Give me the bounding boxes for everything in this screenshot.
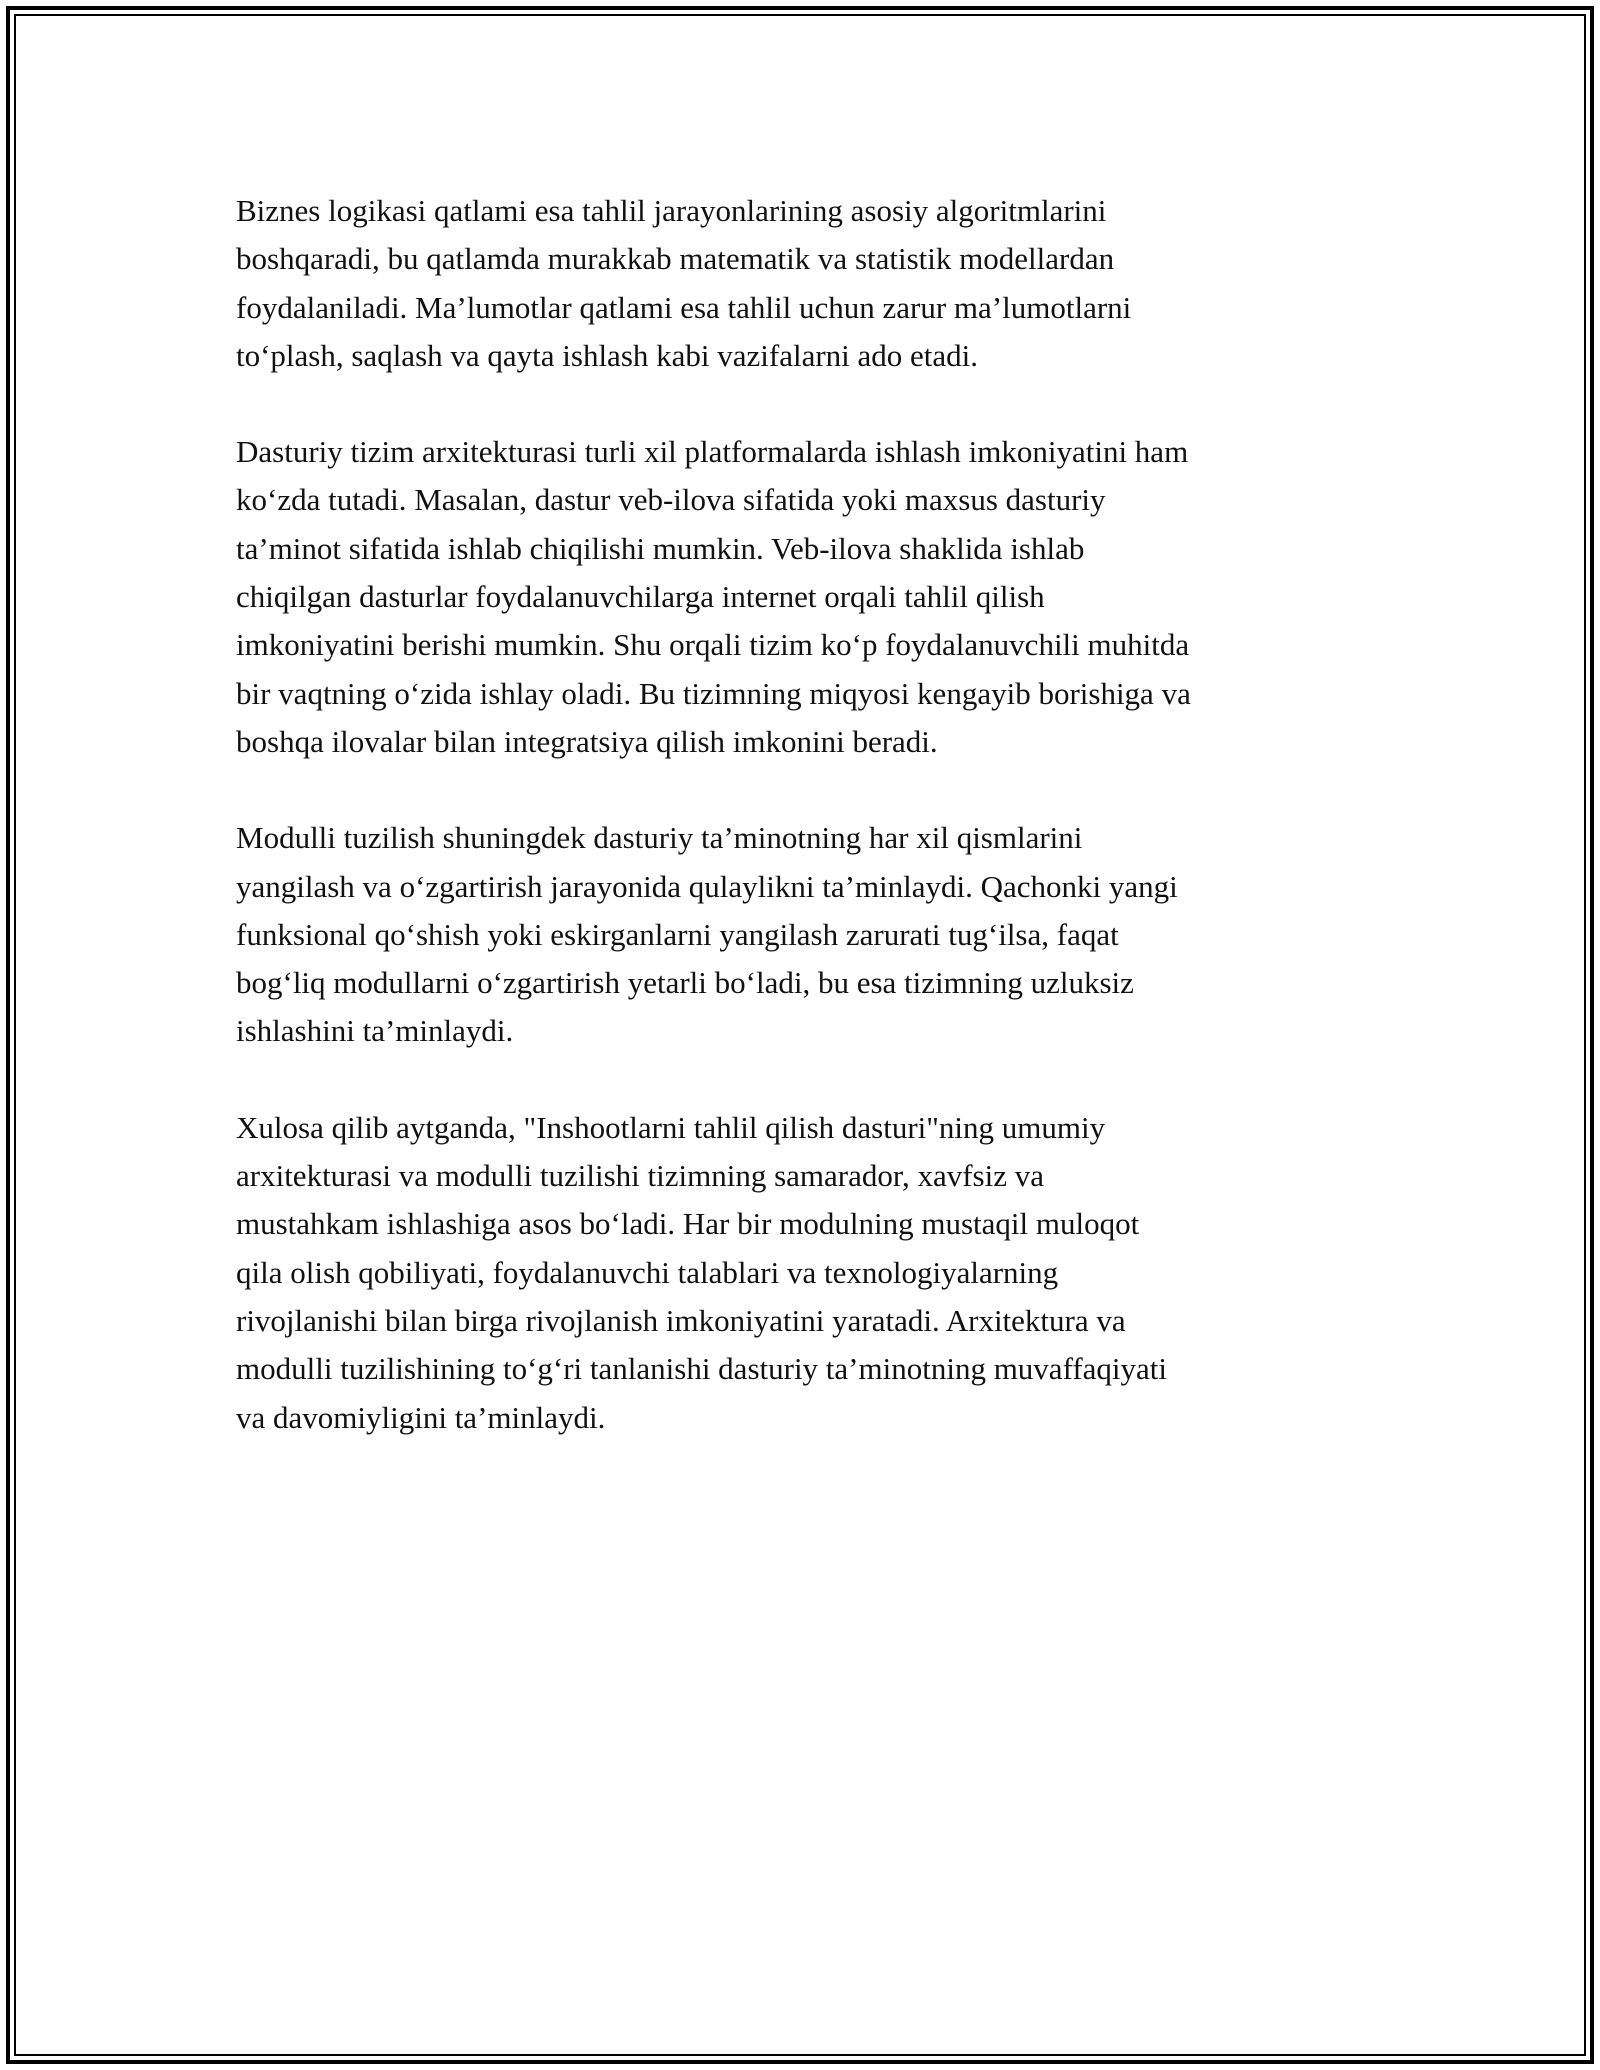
text-line: boshqa ilovalar bilan integratsiya qilish imkonini beradi. [236, 723, 938, 759]
text-line: qila olish qobiliyati, foydalanuvchi talablari va texnologiyalarning [236, 1254, 1059, 1290]
text-line: Biznes logikasi qatlami esa tahlil jarayonlarining asosiy algoritmlarini [236, 193, 1107, 228]
paragraph-3 [236, 814, 1366, 1055]
paragraph-4 [236, 1104, 1366, 1442]
text-line: ko‘zda tutadi. Masalan, dastur veb-ilova sifatida yoki maxsus dasturiy [236, 482, 1106, 518]
text-line: Dasturiy tizim arxitekturasi turli xil platformalarda ishlash imkoniyatini ham [236, 434, 1189, 470]
text-line: boshqaradi, bu qatlamda murakkab matematik va statistik modellardan [236, 241, 1115, 277]
text-line: rivojlanishi bilan birga rivojlanish imkoniyatini yaratadi. Arxitektura va [236, 1302, 1126, 1338]
text-line: va davomiyligini ta’minlaydi. [236, 1399, 606, 1435]
paragraph-1 [236, 187, 1366, 380]
text-line: modulli tuzilishining to‘g‘ri tanlanishi dasturiy ta’minotning muvaffaqiyati [236, 1351, 1168, 1387]
text-line: bog‘liq modullarni o‘zgartirish yetarli bo‘ladi, bu esa tizimning uzluksiz [236, 965, 1134, 1001]
text-line: ta’minot sifatida ishlab chiqilishi mumkin. Veb-ilova shaklida ishlab [236, 530, 1085, 566]
text-line: mustahkam ishlashiga asos bo‘ladi. Har bir modulning mustaqil muloqot [236, 1206, 1140, 1242]
text-line: foydalaniladi. Ma’lumotlar qatlami esa tahlil uchun zarur ma’lumotlarni [236, 289, 1132, 325]
text-line: chiqilgan dasturlar foydalanuvchilarga internet orqali tahlil qilish [236, 579, 1045, 615]
text-line: yangilash va o‘zgartirish jarayonida qulaylikni ta’minlaydi. Qachonki yangi [236, 868, 1178, 904]
paragraph-2 [236, 428, 1366, 766]
text-line: imkoniyatini berishi mumkin. Shu orqali tizim ko‘p foydalanuvchili muhitda [236, 627, 1190, 663]
text-line: to‘plash, saqlash va qayta ishlash kabi vazifalarni ado etadi. [236, 337, 979, 373]
document-body [236, 187, 1366, 1490]
text-line: bir vaqtning o‘zida ishlay oladi. Bu tizimning miqyosi kengayib borishiga va [236, 675, 1191, 711]
text-line: Xulosa qilib aytganda, "Inshootlarni tahlil qilish dasturi"ning umumiy [236, 1109, 1106, 1145]
text-line: arxitekturasi va modulli tuzilishi tizimning samarador, xavfsiz va [236, 1158, 1044, 1194]
text-line: Modulli tuzilish shuningdek dasturiy ta’minotning har xil qismlarini [236, 820, 1083, 856]
text-line: funksional qo‘shish yoki eskirganlarni yangilash zarurati tug‘ilsa, faqat [236, 916, 1119, 952]
text-line: ishlashini ta’minlaydi. [236, 1013, 514, 1049]
